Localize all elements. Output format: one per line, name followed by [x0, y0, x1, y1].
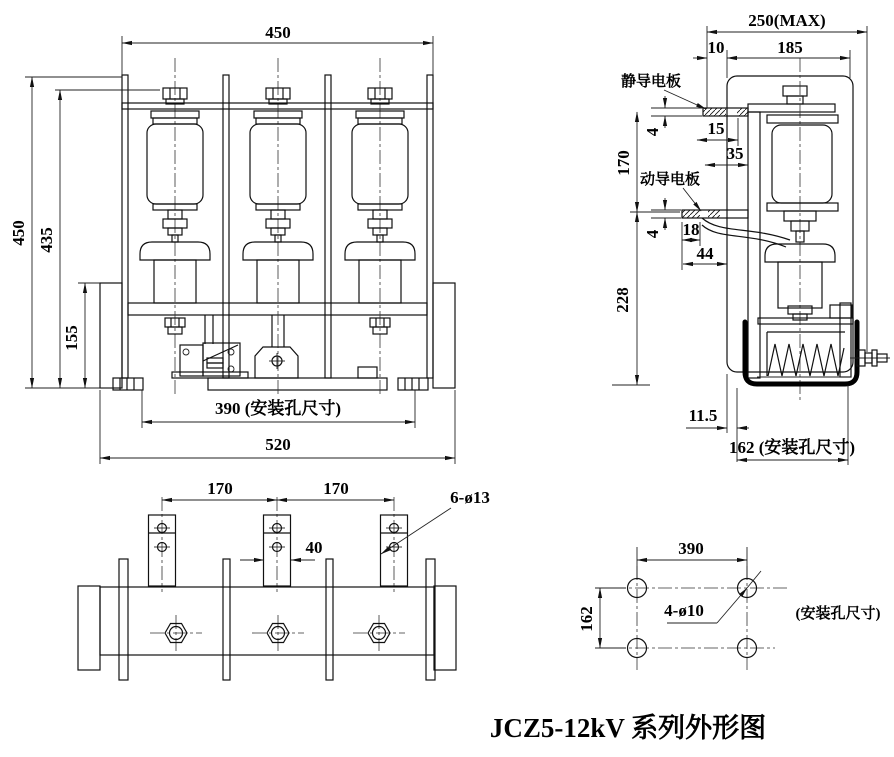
drawing-title: JCZ5-12kV 系列外形图 — [489, 713, 767, 743]
dim-10: 10 — [707, 38, 725, 57]
label-moving-conductor-plate: 动导电板 — [639, 172, 701, 188]
dim-11-5: 11.5 — [688, 406, 718, 425]
dim-35: 35 — [726, 144, 744, 163]
busbar-body — [78, 559, 456, 680]
terminal-tab-3 — [381, 497, 408, 592]
mounting-dimensions — [577, 539, 881, 648]
dim-155-left: 155 — [62, 325, 81, 351]
moving-conductor-plate — [682, 210, 748, 218]
dim-228: 228 — [613, 287, 632, 313]
dim-44: 44 — [696, 244, 714, 263]
dim-170-pitch-right: 170 — [323, 479, 349, 498]
dim-15: 15 — [707, 119, 725, 138]
contact-spring — [768, 344, 844, 376]
center-bracket — [255, 347, 298, 378]
dim-170-pitch-left: 170 — [207, 479, 233, 498]
dim-390-mount: 390 — [678, 539, 704, 558]
right-side-bracket — [433, 283, 455, 388]
dim-185: 185 — [777, 38, 803, 57]
dim-18: 18 — [682, 220, 700, 239]
label-static-conductor-plate: 静导电板 — [620, 74, 682, 90]
front-dimensions — [9, 23, 455, 464]
side-view — [612, 11, 890, 465]
busbar-bolt-3 — [353, 615, 405, 651]
dim-520-total-width: 520 — [265, 435, 291, 454]
static-conductor-plate — [703, 108, 748, 116]
terminal-tab-1 — [149, 497, 176, 592]
label-6-d13-holes: 6-ø13 — [450, 488, 490, 507]
dim-450-top: 450 — [265, 23, 291, 42]
dim-4-static-thickness: 4 — [643, 127, 662, 137]
base-plate — [208, 378, 387, 390]
flexible-connector — [702, 218, 790, 247]
busbar-bolt-1 — [150, 615, 202, 651]
dim-4-moving-thickness: 4 — [643, 229, 662, 239]
note-mount-holes: (安装孔尺寸) — [795, 606, 881, 622]
insulation-board — [748, 112, 760, 378]
top-mounting-plate — [748, 86, 835, 112]
dim-162-mount-depth: 162 (安装孔尺寸) — [728, 438, 856, 457]
dim-435-left: 435 — [37, 227, 56, 253]
mounting-hole-view — [577, 539, 881, 670]
dim-450-left: 450 — [9, 220, 28, 246]
label-4-d10-holes: 4-ø10 — [664, 601, 704, 620]
front-view — [9, 23, 455, 464]
dim-390-mount-width: 390 (安装孔尺寸) — [214, 399, 342, 418]
busbar-bolt-2 — [252, 615, 304, 651]
left-side-bracket — [100, 283, 122, 388]
bottom-view — [78, 479, 490, 680]
dim-40-tab-width: 40 — [305, 538, 323, 557]
bottom-dimensions — [162, 479, 490, 560]
dim-162-mount: 162 — [577, 606, 596, 632]
operating-mechanism — [172, 315, 377, 378]
dim-170: 170 — [614, 150, 633, 176]
side-dimensions — [612, 11, 867, 465]
right-foot — [398, 378, 428, 390]
terminal-tab-2 — [264, 497, 291, 592]
dim-250-max: 250(MAX) — [748, 11, 826, 30]
